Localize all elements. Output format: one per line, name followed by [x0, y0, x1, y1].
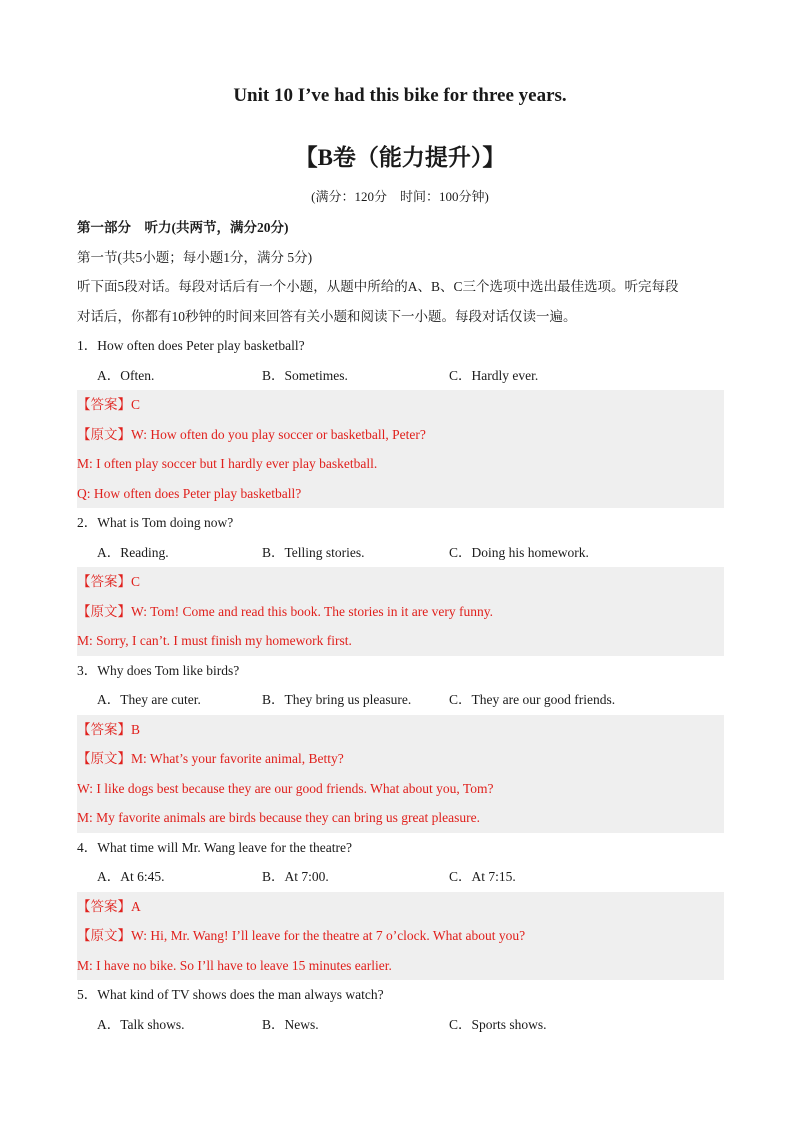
script-line: M: I often play soccer but I hardly ever play basketball. [77, 456, 378, 471]
option-a: A．At 6:45. [97, 869, 165, 884]
option-a: A．Talk shows. [97, 1016, 185, 1032]
option-b: B．Sometimes. [262, 367, 348, 383]
option-a: A．Often. [97, 367, 155, 383]
score-time-info: (满分：120分 时间：100分钟) [311, 189, 489, 204]
options-row [77, 685, 724, 715]
question-block [77, 656, 724, 833]
option-b: B．They bring us pleasure. [262, 692, 412, 707]
answer-box [77, 390, 724, 508]
options-row [77, 361, 724, 391]
answer-box [77, 567, 724, 656]
option-b: B．Telling stories. [262, 544, 365, 560]
part-heading: 第一部分 听力(共两节，满分20分) [77, 220, 289, 235]
question-block [77, 331, 724, 508]
answer-key: 【答案】C [77, 397, 141, 412]
question-text: 2．What is Tom doing now? [77, 515, 234, 530]
option-b: B．At 7:00. [262, 869, 329, 884]
question-text: 5．What kind of TV shows does the man always watch? [77, 987, 384, 1002]
option-a: A．They are cuter. [97, 692, 201, 707]
answer-key: 【答案】B [77, 721, 141, 737]
options-row [77, 862, 724, 892]
paper-subtitle: 【B卷（能力提升）】 [294, 145, 506, 170]
answer-box [77, 715, 724, 833]
question-block [77, 508, 724, 656]
script-line: M: I have no bike. So I’ll have to leave 15 minutes earlier. [77, 957, 392, 973]
content [77, 213, 724, 1039]
options-row [77, 538, 724, 568]
instruction-line-2: 对话后，你都有10秒钟的时间来回答有关小题和阅读下一小题。每段对话仅读一遍。 [77, 308, 577, 324]
question-text: 1．How often does Peter play basketball? [77, 338, 305, 353]
answer-key: 【答案】A [77, 898, 141, 914]
script-line: Q: How often does Peter play basketball? [77, 485, 302, 501]
question-text: 3．Why does Tom like birds? [77, 662, 240, 678]
unit-title: Unit 10 I’ve had this bike for three years. [233, 85, 567, 106]
script-line: 【原文】W: How often do you play soccer or basketball, Peter? [77, 426, 426, 442]
option-c: C．They are our good friends. [449, 692, 616, 707]
answer-key: 【答案】C [77, 574, 141, 589]
question-text: 4．What time will Mr. Wang leave for the theatre? [77, 839, 352, 855]
option-c: C．At 7:15. [449, 869, 516, 884]
section-heading: 第一节(共5小题；每小题1分，满分 5分) [77, 249, 313, 265]
script-line: W: I like dogs best because they are our good friends. What about you, Tom? [77, 780, 494, 796]
option-c: C．Doing his homework. [449, 544, 589, 560]
option-c: C．Sports shows. [449, 1016, 547, 1032]
option-c: C．Hardly ever. [449, 367, 539, 383]
script-line: M: My favorite animals are birds because they can bring us great pleasure. [77, 810, 480, 825]
script-line: M: Sorry, I can’t. I must finish my homework first. [77, 633, 352, 648]
options-row [77, 1010, 724, 1040]
question-block [77, 833, 724, 981]
question-block [77, 980, 724, 1039]
script-line: 【原文】W: Hi, Mr. Wang! I’ll leave for the theatre at 7 o’clock. What about you? [77, 928, 526, 943]
instruction-line-1: 听下面5段对话。每段对话后有一个小题，从题中所给的A、B、C三个选项中选出最佳选项。听完每段 [77, 279, 679, 294]
answer-box [77, 892, 724, 981]
option-a: A．Reading. [97, 544, 169, 560]
option-b: B．News. [262, 1016, 319, 1032]
script-line: 【原文】M: What’s your favorite animal, Betty? [77, 751, 344, 766]
script-line: 【原文】W: Tom! Come and read this book. The stories in it are very funny. [77, 603, 493, 619]
